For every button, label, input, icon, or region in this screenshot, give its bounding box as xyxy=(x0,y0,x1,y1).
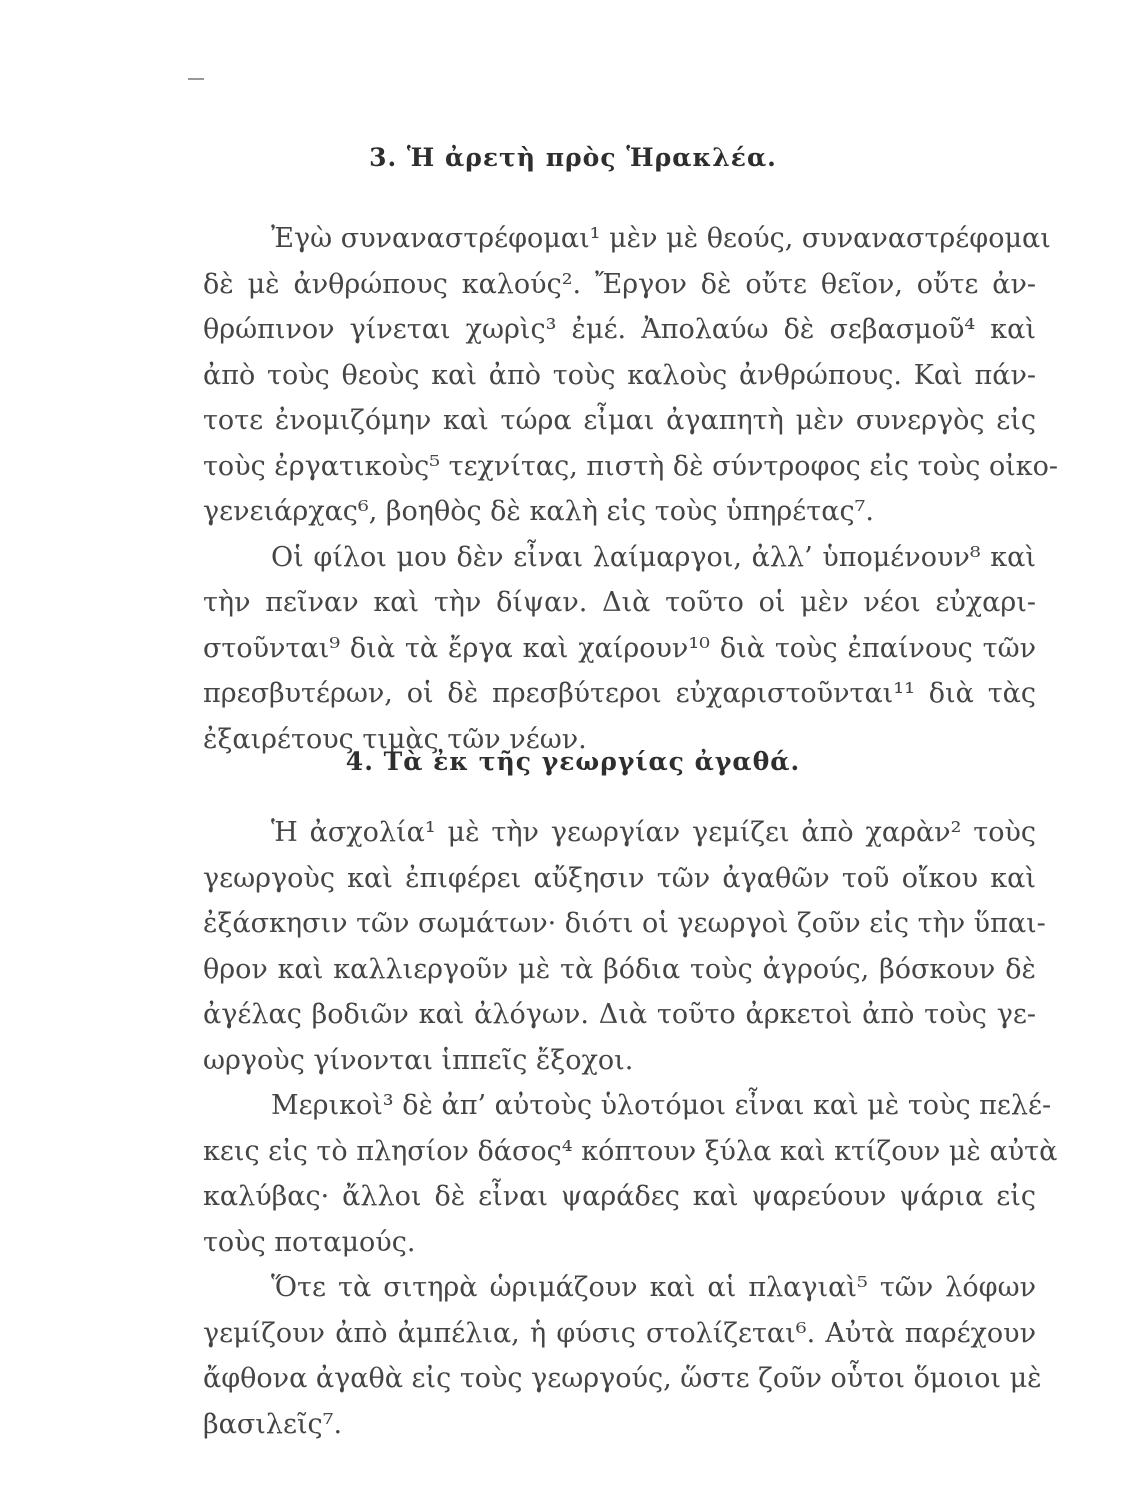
text-line: Ἐγὼ συναναστρέφομαι¹ μὲν μὲ θεούς, συναναστρέφομαι xyxy=(271,223,1051,254)
text-line: ἄφθονα ἀγαθὰ εἰς τοὺς γεωργούς, ὥστε ζοῦν οὗτοι ὅμοιοι μὲ xyxy=(203,1363,1042,1394)
text-line: τοὺς ποταμούς. xyxy=(203,1226,416,1258)
text-line: γεμίζουν ἀπὸ ἀμπέλια, ἡ φύσις στολίζεται⁶. Αὐτὰ παρέχουν xyxy=(203,1317,1036,1349)
text-line: ἐξαιρέτους τιμὰς τῶν νέων. xyxy=(203,723,587,755)
text-line: γενειάρχας⁶, βοηθὸς δὲ καλὴ εἰς τοὺς ὑπηρέτας⁷. xyxy=(203,496,874,527)
text-line: καλύβας· ἄλλοι δὲ εἶναι ψαράδες καὶ ψαρεύουν ψάρια εἰς xyxy=(203,1181,1036,1212)
text-line: Ἡ ἀσχολία¹ μὲ τὴν γεωργίαν γεμίζει ἀπὸ χαρὰν² τοὺς xyxy=(271,817,1036,848)
text-line: Ὅτε τὰ σιτηρὰ ὡριμάζουν καὶ αἱ πλαγιαὶ⁵ τῶν λόφων xyxy=(271,1272,1036,1303)
section-heading-3: 3. Ἡ ἀρετὴ πρὸς Ἡρακλέα. xyxy=(369,143,777,172)
text-line: ωργοὺς γίνονται ἱππεῖς ἔξοχοι. xyxy=(203,1044,634,1076)
text-line: ἀγέλας βοδιῶν καὶ ἀλόγων. Διὰ τοῦτο ἀρκετοὶ ἀπὸ τοὺς γε- xyxy=(203,999,1036,1030)
text-line: Οἱ φίλοι μου δὲν εἶναι λαίμαργοι, ἀλλ’ ὑπομένουν⁸ καὶ xyxy=(271,541,1036,573)
text-line: θρώπινον γίνεται χωρὶς³ ἐμέ. Ἀπολαύω δὲ σεβασμοῦ⁴ καὶ xyxy=(203,314,1036,345)
text-line: ἀπὸ τοὺς θεοὺς καὶ ἀπὸ τοὺς καλοὺς ἀνθρώπους. Καὶ πάν- xyxy=(203,359,1036,391)
section-body-3 xyxy=(203,216,1059,762)
text-line: ἐξάσκησιν τῶν σωμάτων· διότι οἱ γεωργοὶ ζοῦν εἰς τὴν ὕπαι- xyxy=(203,908,1046,939)
section-body-4 xyxy=(203,810,1058,1447)
text-line: βασιλεῖς⁷. xyxy=(203,1408,343,1440)
text-line: κεις εἰς τὸ πλησίον δάσος⁴ κόπτουν ξύλα καὶ κτίζουν μὲ αὐτὰ xyxy=(203,1135,1058,1167)
scan-mark xyxy=(188,78,204,80)
section-heading-4: 4. Τὰ ἐκ τῆς γεωργίας ἀγαθά. xyxy=(345,747,801,776)
text-line: τοὺς ἐργατικοὺς⁵ τεχνίτας, πιστὴ δὲ σύντροφος εἰς τοὺς οἰκο- xyxy=(203,450,1059,482)
text-line: τὴν πεῖναν καὶ τὴν δίψαν. Διὰ τοῦτο οἱ μὲν νέοι εὐχαρι- xyxy=(203,587,1036,618)
text-line: τοτε ἐνομιζόμην καὶ τώρα εἶμαι ἀγαπητὴ μὲν συνεργὸς εἰς xyxy=(203,405,1036,436)
text-line: δὲ μὲ ἀνθρώπους καλούς². Ἔργον δὲ οὔτε θεῖον, οὔτε ἀν- xyxy=(203,268,1036,300)
text-line: στοῦνται⁹ διὰ τὰ ἔργα καὶ χαίρουν¹⁰ διὰ τοὺς ἐπαίνους τῶν xyxy=(203,632,1036,664)
text-line: γεωργοὺς καὶ ἐπιφέρει αὔξησιν τῶν ἀγαθῶν τοῦ οἴκου καὶ xyxy=(203,862,1036,894)
text-line: πρεσβυτέρων, οἱ δὲ πρεσβύτεροι εὐχαριστοῦνται¹¹ διὰ τὰς xyxy=(203,678,1036,709)
text-line: Μερικοὶ³ δὲ ἀπ’ αὐτοὺς ὑλοτόμοι εἶναι καὶ μὲ τοὺς πελέ- xyxy=(271,1090,1052,1121)
text-line: θρον καὶ καλλιεργοῦν μὲ τὰ βόδια τοὺς ἀγρούς, βόσκουν δὲ xyxy=(203,953,1036,985)
